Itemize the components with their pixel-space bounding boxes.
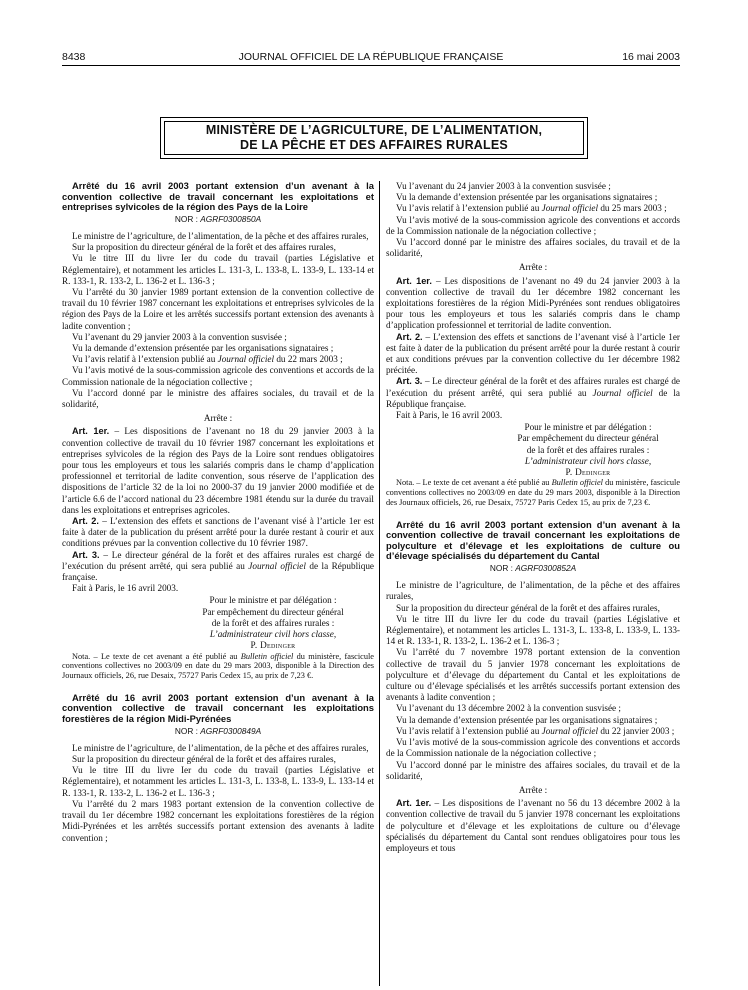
decree-2-article-3 (386, 376, 680, 410)
text: Vu l’avis relatif à l’extension publié au (396, 203, 542, 214)
journal-title: JOURNAL OFFICIEL DE LA RÉPUBLIQUE FRANÇAISE (238, 51, 504, 63)
article-text: – Les dispositions de l’avenant no 49 du 24 janvier 2003 à la convention collective de travail du 1er décembre 1982 concernant les exploitations forestières de la région Midi-Pyrénées sont rendues obligatoires pour tous les employeurs et tous les salariés compris dans le champ d’application professionnel et territorial de ladite convention. (386, 275, 680, 331)
ministry-title (206, 123, 542, 153)
decree-1-nota (62, 652, 374, 681)
decree-3-para: Le ministre de l’agriculture, de l’alimentation, de la pêche et des affaires rurales, (386, 580, 680, 602)
decree-1-arrete: Arrête : (203, 413, 233, 424)
decree-3-para: Vu l’avenant du 13 décembre 2002 à la convention susvisée ; (396, 703, 621, 714)
signature-line: Par empêchement du directeur général (517, 433, 659, 444)
nor-prefix: NOR : (489, 563, 516, 574)
ministry-title-line1: MINISTÈRE DE L’AGRICULTURE, DE L’ALIMENTATION, (205, 123, 543, 137)
decree-2-para: Vu la demande d’extension présentée par les organisations signataires ; (396, 192, 658, 203)
decree-3-para: Vu l’accord donné par le ministre des affaires sociales, du travail et de la solidarité, (386, 759, 680, 781)
decree-1-title: Arrêté du 16 avril 2003 portant extension d’un avenant à la convention collective de travail concernant les exploitations et entreprises sylvicoles de la région des Pays de la Loire (62, 180, 374, 213)
decree-1-article-1 (62, 426, 374, 516)
article-label: Art. 1er. (396, 798, 432, 809)
signatory-name: P. Dedinger (565, 467, 611, 478)
decree-2-arrete: Arrête : (518, 262, 548, 273)
article-text: – Les dispositions de l’avenant no 18 du 29 janvier 2003 à la convention collective de travail du 10 février 1987 concernant les exploitations et entreprises sylvicoles de la région des Pays de la Loire sont rendues obligatoires pour tous les employeurs et tous les salariés compris dans le champ d’application professionnel et territorial de ladite convention, sous réserve de l’application des dispositions de l’article 32 de la loi no 2000-37 du 19 janvier 2000 modifiée et de l’article 6.6 de l’accord national du 23 décembre 1981 étendu sur la durée du travail dans les exploitations et entreprises agricoles. (62, 426, 374, 515)
nota-text: du ministère, fascicule conventions collectives no 2003/09 en date du 29 mars 2003, disponible à la Direction des Journaux officiels, 26, rue Desaix, 75727 Paris Cedex 15, au prix de 7,23 €. (386, 478, 681, 507)
nor-code: AGRF0300852A (515, 563, 577, 574)
decree-2-title: Arrêté du 16 avril 2003 portant extension d’un avenant à la convention collective de travail concernant les exploitations forestières de la région Midi-Pyrénées (62, 691, 374, 725)
decree-2-nor (62, 726, 374, 737)
ministry-title-line2: DE LA PÊCHE ET DES AFFAIRES RURALES (240, 138, 508, 152)
journal-ref: Journal officiel (541, 203, 599, 214)
bulletin-ref: Bulletin officiel (240, 651, 294, 661)
signature-line: de la forêt et des affaires rurales : (211, 617, 335, 628)
decree-3-para: Vu l’arrêté du 7 novembre 1978 portant extension de la convention collective de travail du 5 janvier 1978 concernant les exploitations de polyculture et d’élevage du département du Cantal et les exploitations de culture ou d’élevage spécialisés et les arrêtés successifs portant extension des avenants à ladite convention ; (386, 647, 680, 703)
page-number: 8438 (62, 51, 86, 63)
decree-3-article-1 (386, 798, 680, 854)
article-text: de la République française. (62, 560, 374, 583)
decree-1-article-2 (62, 516, 374, 550)
decree-3-para (386, 726, 680, 737)
left-column (62, 181, 374, 844)
article-text: – L’extension des effets et sanctions de l’avenant visé à l’article 1er est faite à dater de la publication du présent arrêté pour la durée restant à courir et aux conditions prévues par la convention collective du 1er décembre 1982 précitée. (386, 331, 680, 376)
article-text: – Les dispositions de l’avenant no 56 du 13 décembre 2002 à la convention collective de travail du 5 janvier 1978 concernant les exploitations de polyculture et d’élevage et les exploitations de culture ou d’élevage spécialisés du département du Cantal sont rendues obligatoires pour tous les employeurs et tous (386, 798, 680, 853)
decree-3-para: Sur la proposition du directeur général de la forêt et des affaires rurales, (396, 602, 660, 613)
decree-2-para: Sur la proposition du directeur général de la forêt et des affaires rurales, (72, 754, 336, 765)
decree-1-para: Vu l’avenant du 29 janvier 2003 à la convention susvisée ; (72, 331, 287, 342)
issue-date: 16 mai 2003 (622, 51, 680, 63)
decree-3-nor (386, 563, 680, 574)
journal-ref: Journal officiel (592, 387, 653, 398)
bulletin-ref: Bulletin officiel (551, 478, 603, 488)
decree-1-para: Sur la proposition du directeur général de la forêt et des affaires rurales, (72, 242, 336, 253)
nota-text: du ministère, fascicule conventions collectives no 2003/09 en date du 29 mars 2003, disponible à la Direction des Journaux officiels, 26, rue Desaix, 75727 Paris Cedex 15, au prix de 7,23 €. (62, 651, 374, 681)
decree-2-para (386, 203, 680, 214)
decree-2-nota (386, 478, 680, 507)
signature-line: Par empêchement du directeur général (202, 606, 344, 617)
decree-1-article-3 (62, 550, 374, 584)
signature-line: Pour le ministre et par délégation : (524, 422, 652, 433)
decree-2-para: Vu l’arrêté du 2 mars 1983 portant extension de la convention collective de travail du 1er décembre 1982 concernant les exploitations forestières de la région Midi-Pyrénées et les arrêtés successifs portant extension des avenants à ladite convention ; (62, 798, 374, 843)
article-text: de la République française. (386, 387, 680, 409)
spacer (386, 508, 680, 520)
decree-3-arrete: Arrête : (518, 784, 548, 795)
nor-prefix: NOR : (174, 213, 201, 224)
article-label: Art. 1er. (396, 275, 432, 286)
signatory-name: P. Dedinger (250, 640, 296, 651)
decree-2-para: Vu l’avenant du 24 janvier 2003 à la convention susvisée ; (396, 181, 611, 191)
text: Vu l’avis relatif à l’extension publié au (72, 354, 218, 365)
signature-title: L’administrateur civil hors classe, (524, 455, 652, 466)
nor-prefix: NOR : (174, 725, 201, 736)
decree-3-para: Vu l’avis motivé de la sous-commission agricole des conventions et accords de la Commission nationale de la négociation collective ; (386, 737, 680, 759)
decree-1-para (62, 354, 374, 365)
article-label: Art. 3. (72, 549, 100, 560)
decree-1-signature (172, 595, 374, 651)
decree-2-para: Vu le titre III du livre Ier du code du travail (parties Législative et Réglementaire), et notamment les articles L. 131-3, L. 133-8, L. 133-9, L. 133-14 et R. 133-1, R. 133-2, L. 136-2 et L. 136-3 ; (62, 765, 374, 798)
signature-line: Pour le ministre et par délégation : (209, 595, 337, 606)
nor-code: AGRF0300850A (200, 213, 262, 224)
decree-1-nor (62, 214, 374, 225)
journal-ref: Journal officiel (541, 725, 599, 736)
decree-1-para: Vu le titre III du livre Ier du code du travail (parties Législative et Réglementaire), et notamment les articles L. 131-3, L. 133-8, L. 133-9, L. 133-14 et R. 133-1, R. 133-2, L. 136-2 et L. 136-3 ; (62, 253, 374, 286)
nota-text: Nota. – Le texte de cet avenant a été publié au (72, 651, 241, 661)
decree-3-para: Vu le titre III du livre Ier du code du travail (parties Législative et Réglementaire), et notamment les articles L. 131-3, L. 133-8, L. 133-9, L. 133-14 et R. 133-1, R. 133-2, L. 136-2 et L. 136-3 ; (386, 613, 680, 647)
article-label: Art. 2. (396, 331, 423, 342)
text: du 22 janvier 2003 ; (598, 725, 675, 736)
journal-ref: Journal officiel (248, 560, 306, 571)
decree-1-para: Vu l’accord donné par le ministre des affaires sociales, du travail et de la solidarité, (62, 387, 374, 410)
decree-1-para: Le ministre de l’agriculture, de l’alimentation, de la pêche et des affaires rurales, (72, 230, 369, 241)
text: du 25 mars 2003 ; (598, 203, 667, 214)
text: Vu l’avis relatif à l’extension publié au (396, 725, 542, 736)
nota-text: Nota. – Le texte de cet avenant a été publié au (396, 478, 552, 488)
signature-title: L’administrateur civil hors classe, (209, 629, 337, 640)
right-column (386, 181, 680, 854)
decree-2-para: Le ministre de l’agriculture, de l’alimentation, de la pêche et des affaires rurales, (72, 742, 369, 753)
decree-2-signature (496, 422, 680, 478)
decree-2-article-1 (386, 276, 680, 332)
page-header (62, 51, 680, 65)
article-text: – Le directeur général de la forêt et des affaires rurales est chargé de l’exécution du présent arrêté, qui sera publié au (62, 549, 374, 571)
decree-1-para: Vu la demande d’extension présentée par les organisations signataires ; (72, 343, 334, 354)
article-label: Art. 1er. (72, 426, 110, 437)
header-rule (62, 65, 680, 66)
decree-1-date: Fait à Paris, le 16 avril 2003. (72, 583, 179, 594)
nor-code: AGRF0300849A (200, 725, 262, 736)
decree-2-para: Vu l’accord donné par le ministre des affaires sociales, du travail et de la solidarité, (386, 237, 680, 259)
decree-1-para: Vu l’arrêté du 30 janvier 1989 portant extension de la convention collective de travail du 10 février 1987 concernant les exploitations et entreprises sylvicoles de la région des Pays de la Loire et les arrêtés successifs portant extension des avenants à ladite convention ; (62, 287, 374, 331)
decree-2-para: Vu l’avis motivé de la sous-commission agricole des conventions et accords de la Commission nationale de la négociation collective ; (386, 214, 680, 236)
article-text: – Le directeur général de la forêt et des affaires rurales est chargé de l’exécution du présent arrêté, qui sera publié au (386, 376, 680, 398)
decree-3-title: Arrêté du 16 avril 2003 portant extension d’un avenant à la convention collective de travail concernant les exploitations de polyculture et d’élevage et les exploitations de culture ou d’élevage spécialisés du département du Cantal (386, 518, 680, 562)
decree-3-para: Vu la demande d’extension présentée par les organisations signataires ; (396, 714, 658, 725)
ministry-box (160, 117, 588, 159)
signature-line: de la forêt et des affaires rurales : (526, 444, 650, 455)
decree-1-para: Vu l’avis motivé de la sous-commission agricole des conventions et accords de la Commission nationale de la négociation collective ; (62, 365, 374, 387)
journal-ref: Journal officiel (217, 354, 275, 365)
article-text: – L’extension des effets et sanctions de l’avenant visé à l’article 1er est faite à dater de la publication du présent arrêté pour la durée restant à courir et aux conditions prévues par la convention collective du 10 février 1987. (62, 516, 374, 549)
article-label: Art. 3. (396, 376, 423, 387)
column-divider (379, 181, 380, 986)
article-label: Art. 2. (72, 516, 99, 527)
decree-2-article-2 (386, 332, 680, 377)
decree-2-date: Fait à Paris, le 16 avril 2003. (396, 410, 503, 421)
text: du 22 mars 2003 ; (274, 354, 343, 365)
